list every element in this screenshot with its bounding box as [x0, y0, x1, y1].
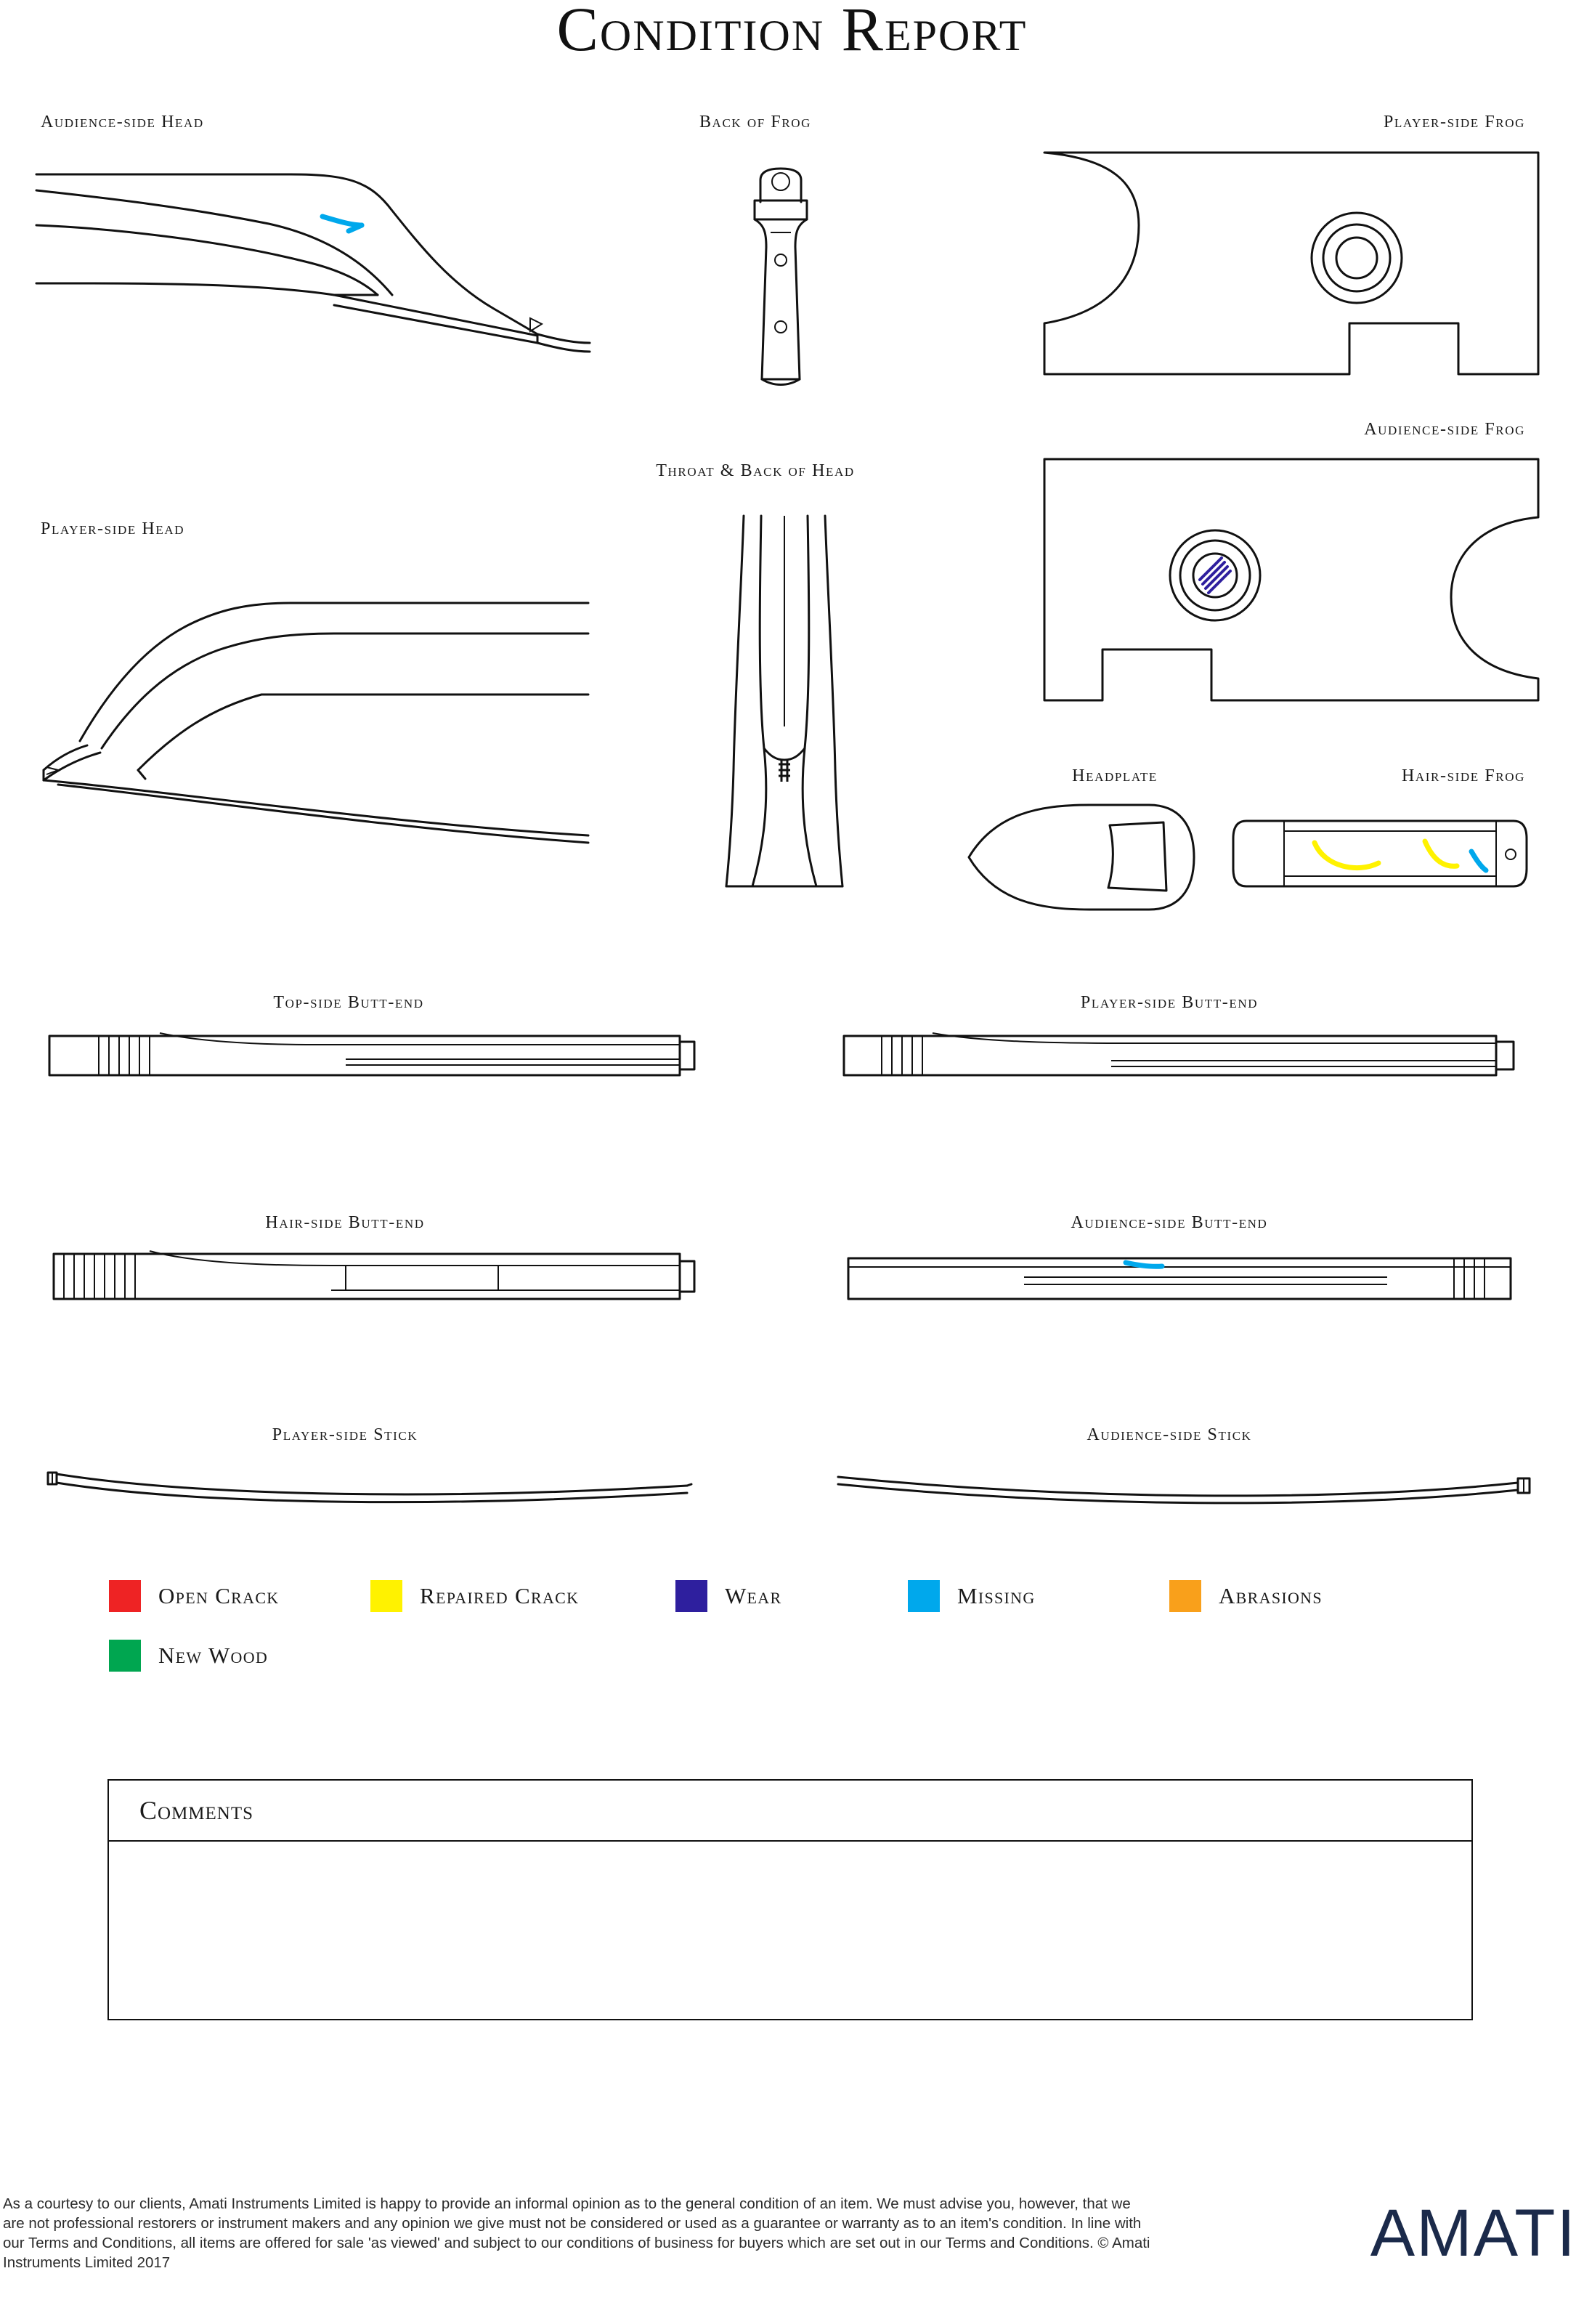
- diagram-audience-side-butt-end: [835, 1242, 1532, 1315]
- label-hair-side-butt-end: Hair-side Butt-end: [265, 1213, 425, 1232]
- diagram-top-side-butt-end: [41, 1023, 738, 1088]
- legend-swatch-wear: [675, 1580, 707, 1612]
- legend-item-open-crack: [109, 1580, 370, 1612]
- label-player-side-butt-end: Player-side Butt-end: [1080, 993, 1259, 1012]
- label-player-side-stick: Player-side Stick: [272, 1425, 418, 1444]
- diagram-audience-side-stick: [828, 1457, 1547, 1507]
- diagram-player-side-frog: [1030, 138, 1560, 403]
- diagram-headplate: [959, 799, 1206, 915]
- legend: [109, 1580, 1489, 1699]
- label-audience-side-head: Audience-side Head: [41, 113, 204, 131]
- legend-item-new-wood: [109, 1640, 268, 1672]
- label-headplate: Headplate: [1072, 766, 1158, 785]
- legend-swatch-abrasions: [1169, 1580, 1201, 1612]
- diagram-player-side-stick: [41, 1457, 745, 1507]
- legend-label-new-wood: New Wood: [158, 1643, 269, 1668]
- legend-label-open-crack: Open Crack: [158, 1583, 280, 1608]
- label-audience-side-stick: Audience-side Stick: [1087, 1425, 1252, 1444]
- diagram-player-side-head: [29, 552, 596, 857]
- legend-item-missing: [908, 1580, 1169, 1612]
- diagram-hair-side-frog: [1227, 806, 1532, 901]
- legend-label-missing: Missing: [957, 1583, 1036, 1608]
- label-back-of-frog: Back of Frog: [699, 113, 812, 131]
- diagram-audience-side-frog: [1030, 445, 1560, 717]
- legend-row-2: [109, 1640, 1489, 1672]
- legend-item-wear: [675, 1580, 908, 1612]
- legend-swatch-new-wood: [109, 1640, 141, 1672]
- label-top-side-butt-end: Top-side Butt-end: [273, 993, 424, 1012]
- label-player-side-frog: Player-side Frog: [1383, 113, 1525, 131]
- comments-header: [109, 1781, 1471, 1842]
- legend-item-repaired-crack: [370, 1580, 675, 1612]
- diagram-hair-side-butt-end: [41, 1242, 738, 1315]
- legend-swatch-missing: [908, 1580, 940, 1612]
- amati-logo: AMATI: [1370, 2196, 1577, 2270]
- comments-field[interactable]: [109, 1842, 1471, 2020]
- footer-disclaimer: As a courtesy to our clients, Amati Instruments Limited is happy to provide an informal opinion as to the general condition of an item. We must advise you, however, that we are not professional restorers or instrument makers and any opinion we give must not be considered or used as a guarantee or warranty as to an item's condition. In line with our Terms and Conditions, all items are offered for sale 'as viewed' and subject to our conditions of business for buyers which are set out in our Terms and Conditions. © Amati Instruments Limited 2017: [3, 2195, 1150, 2271]
- diagram-throat-and-back-of-head: [719, 509, 850, 894]
- legend-label-abrasions: Abrasions: [1219, 1583, 1323, 1608]
- diagram-back-of-frog: [708, 161, 853, 401]
- legend-item-abrasions: [1169, 1580, 1323, 1612]
- label-hair-side-frog: Hair-side Frog: [1401, 766, 1525, 785]
- page-title: Condition Report: [556, 0, 1028, 64]
- legend-swatch-repaired-crack: [370, 1580, 402, 1612]
- diagram-audience-side-head: [29, 153, 596, 443]
- legend-row-1: [109, 1580, 1489, 1612]
- label-audience-side-butt-end: Audience-side Butt-end: [1071, 1213, 1268, 1232]
- label-player-side-head: Player-side Head: [41, 519, 185, 538]
- legend-label-wear: Wear: [725, 1583, 782, 1608]
- legend-swatch-open-crack: [109, 1580, 141, 1612]
- comments-heading: Comments: [139, 1796, 254, 1825]
- legend-label-repaired-crack: Repaired Crack: [420, 1583, 580, 1608]
- diagram-player-side-butt-end: [835, 1023, 1532, 1088]
- comments-box[interactable]: [107, 1779, 1473, 2020]
- label-audience-side-frog: Audience-side Frog: [1364, 420, 1525, 439]
- label-throat-and-back-of-head: Throat & Back of Head: [656, 461, 855, 480]
